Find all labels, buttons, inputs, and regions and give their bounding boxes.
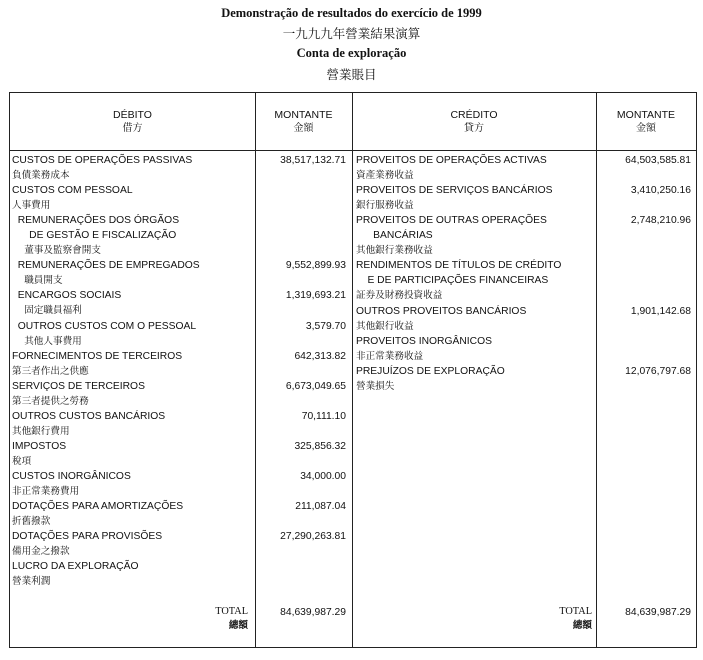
debit-row-label [12,153,192,183]
debit-row-line: CUSTOS DE OPERAÇÕES PASSIVAS [12,155,193,166]
debit-row-line: 第三者提供之勞務 [12,395,89,407]
credit-total-amount: 84,639,987.29 [625,607,691,618]
debit-row-line: DOTAÇÕES PARA AMORTIZAÇÕES [12,501,184,513]
debit-row-amount: 642,313.82 [294,350,346,362]
credit-row-line: PROVEITOS DE SERVIÇOS BANCÁRIOS [356,185,553,197]
debit-row-amount: 9,552,899.93 [285,260,346,272]
debit-row-label [12,288,121,318]
col-credit-header: CRÉDITO 貸方 [450,109,498,134]
credit-row-line: 銀行服務收益 [356,200,414,212]
debit-total-amount: 84,639,987.29 [280,607,346,618]
debit-row-line: 固定職員福利 [12,305,82,317]
debit-row-line: DOTAÇÕES PARA PROVISÕES [12,531,163,543]
debit-row-line: 董事及監察會開支 [12,245,101,257]
credit-row-line: PROVEITOS DE OUTRAS OPERAÇÕES [356,215,547,227]
col-debit-amount-header: MONTANTE 金額 [274,109,333,134]
debit-row-label [12,379,145,409]
debit-row-line: 營業利潤 [12,576,51,588]
credit-row-line: 營業損失 [356,380,395,392]
credit-row-line: RENDIMENTOS DE TÍTULOS DE CRÉDITO [356,260,562,272]
credit-row-line: 其他銀行收益 [356,320,414,332]
debit-row-line: 備用金之撥款 [12,546,70,558]
debit-row-line: 稅項 [12,455,32,467]
credit-row-amount: 1,901,142.68 [630,305,691,317]
debit-row-line: CUSTOS INORGÂNICOS [12,471,131,483]
debit-row-amount: 211,087.04 [295,501,346,513]
credit-total-label: TOTAL 總額 [559,606,592,631]
debit-total-label: TOTAL 總額 [215,606,248,631]
debit-row-line: 非正常業務費用 [12,486,80,498]
credit-row-amount: 3,410,250.16 [630,185,691,197]
debit-row-label [12,409,165,439]
debit-row-line: 人事費用 [12,200,51,212]
debit-row-label [12,469,131,499]
debit-row-line: OUTROS CUSTOS COM O PESSOAL [12,320,197,332]
credit-row-label [356,183,552,213]
debit-row-line: OUTROS CUSTOS BANCÁRIOS [12,410,166,422]
divider-center [352,93,353,647]
col-debit-header: DÉBITO 借方 [113,109,152,134]
title-pt: Demonstração de resultados do exercício de 1999 [221,6,482,20]
credit-row-amount: 12,076,797.68 [625,365,691,377]
divider-debit-amount [255,93,256,647]
debit-row-line: 第三者作出之供應 [12,365,89,377]
subtitle-pt: Conta de exploração [296,46,407,60]
debit-row-label [12,439,66,469]
credit-row-line: 非正常業務收益 [356,350,424,362]
subtitle-zh: 營業賬目 [326,67,377,82]
credit-row-label [356,153,547,183]
credit-row-line: 証券及財務投資收益 [356,290,443,302]
debit-row-line: FORNECIMENTOS DE TERCEIROS [12,350,183,362]
debit-row-amount: 6,673,049.65 [285,380,346,392]
credit-row-label [356,258,561,303]
debit-row-line: 折舊撥款 [12,516,51,528]
debit-row-amount: 27,290,263.81 [280,531,346,543]
credit-row-line: PROVEITOS INORGÂNICOS [356,335,492,347]
title-zh: 一九九九年營業結果演算 [282,26,421,41]
debit-row-line: 職員開支 [12,275,63,287]
credit-row-line: OUTROS PROVEITOS BANCÁRIOS [356,305,527,317]
debit-row-label [12,349,182,379]
debit-row-line: CUSTOS COM PESSOAL [12,185,133,197]
debit-row-label [12,499,183,529]
credit-row-line: 其他銀行業務收益 [356,245,433,257]
debit-row-line: 其他銀行費用 [12,425,70,437]
credit-row-label [356,364,505,394]
col-credit-amount-header: MONTANTE 金額 [616,109,676,134]
credit-row-label [356,213,547,258]
debit-row-line: LUCRO DA EXPLORAÇÃO [12,561,139,573]
credit-row-label [356,304,526,334]
debit-row-label [12,213,179,258]
debit-row-amount: 3,579.70 [305,320,346,332]
debit-row-line: REMUNERAÇÕES DOS ÓRGÃOS [12,215,180,227]
debit-row-amount: 70,111.10 [301,410,346,422]
debit-row-label [12,258,200,288]
debit-row-line: DE GESTÃO E FISCALIZAÇÃO [12,230,177,242]
credit-row-line: BANCÁRIAS [356,230,433,242]
header-rule [10,150,696,151]
debit-row-line: REMUNERAÇÕES DE EMPREGADOS [12,260,200,272]
credit-row-label [356,334,492,364]
credit-row-line: 資產業務收益 [356,170,414,181]
debit-row-line: SERVIÇOS DE TERCEIROS [12,380,145,392]
debit-row-label [12,319,196,349]
debit-row-line: 其他人事費用 [12,335,82,347]
credit-row-amount: 2,748,210.96 [630,215,691,227]
credit-row-line: PROVEITOS DE OPERAÇÕES ACTIVAS [356,155,547,166]
debit-row-line: 負債業務成本 [12,170,70,181]
debit-row-label [12,559,138,589]
credit-row-line: E DE PARTICIPAÇÕES FINANCEIRAS [356,275,549,287]
debit-row-line: ENCARGOS SOCIAIS [12,290,122,302]
debit-row-line: IMPOSTOS [12,440,67,452]
credit-row-line: PREJUÍZOS DE EXPLORAÇÃO [356,365,505,377]
debit-row-amount: 325,856.32 [294,440,346,452]
debit-row-amount: 38,517,132.71 [280,155,346,166]
debit-row-amount: 34,000.00 [300,471,346,483]
debit-row-label [12,529,162,559]
debit-row-label [12,183,133,213]
results-table [9,92,697,648]
debit-row-amount: 1,319,693.21 [285,290,346,302]
credit-row-amount: 64,503,585.81 [625,155,691,166]
